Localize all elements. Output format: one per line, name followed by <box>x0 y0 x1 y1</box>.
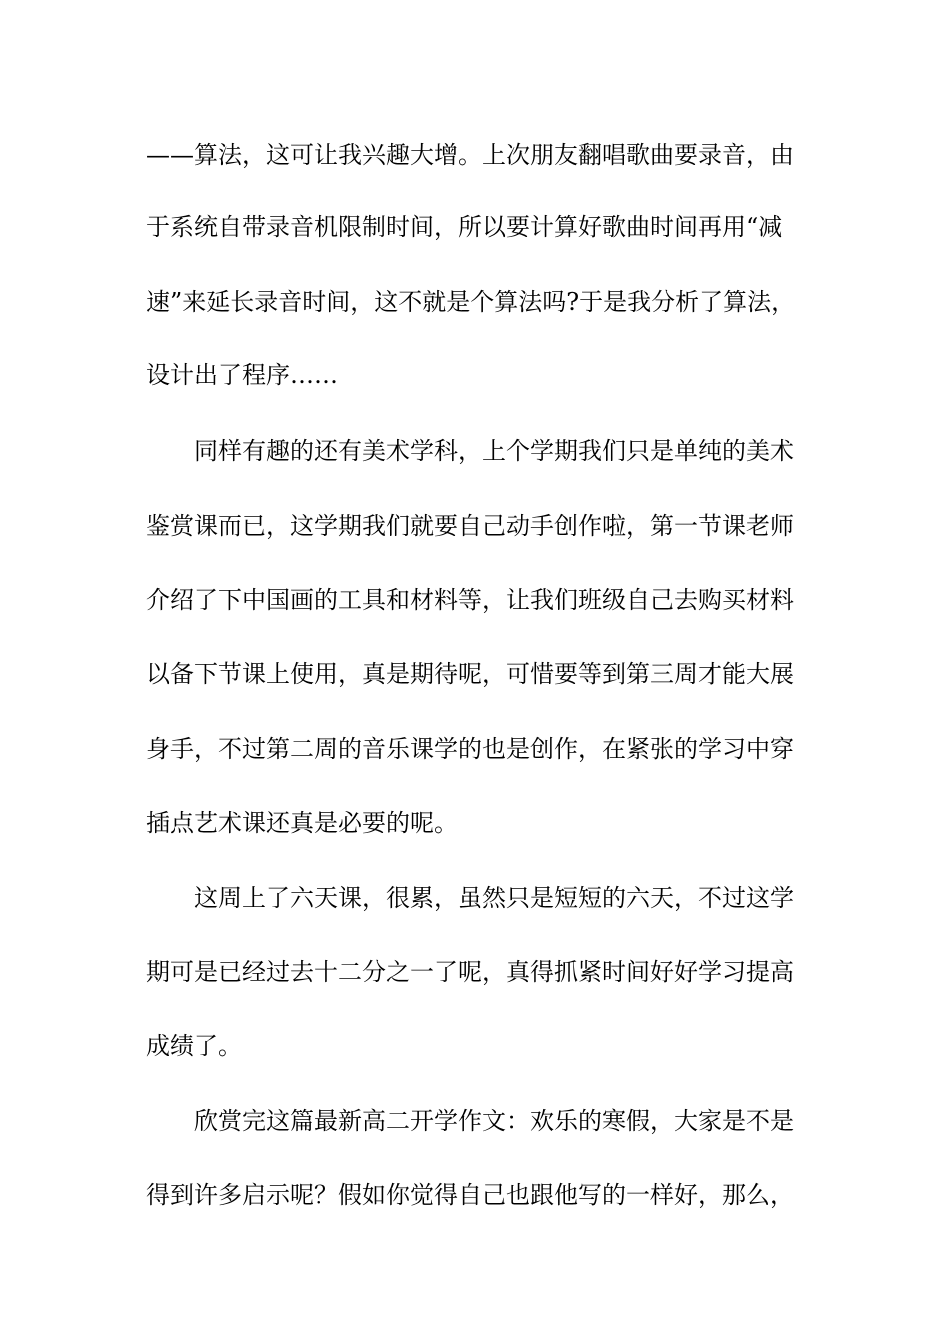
paragraph-line: 成绩了。 <box>146 1032 242 1060</box>
paragraph-line: 于系统自带录音机限制时间，所以要计算好歌曲时间再用“减 <box>146 213 783 241</box>
paragraph-line: 欣赏完这篇最新高二开学作文：欢乐的寒假，大家是不是 <box>194 1107 794 1135</box>
paragraph-line: 设计出了程序…… <box>146 361 338 389</box>
paragraph-line: ——算法，这可让我兴趣大增。上次朋友翻唱歌曲要录音，由 <box>146 141 794 169</box>
paragraph-line: 鉴赏课而已，这学期我们就要自己动手创作啦，第一节课老师 <box>146 512 794 540</box>
paragraph-line: 这周上了六天课，很累，虽然只是短短的六天，不过这学 <box>194 884 794 912</box>
paragraph-line: 同样有趣的还有美术学科，上个学期我们只是单纯的美术 <box>194 437 794 465</box>
paragraph-line: 得到许多启示呢？假如你觉得自己也跟他写的一样好，那么， <box>146 1181 794 1209</box>
paragraph-line: 期可是已经过去十二分之一了呢，真得抓紧时间好好学习提高 <box>146 958 794 986</box>
paragraph-line: 身手，不过第二周的音乐课学的也是创作，在紧张的学习中穿 <box>146 735 794 763</box>
paragraph-line: 介绍了下中国画的工具和材料等，让我们班级自己去购买材料 <box>146 586 794 614</box>
paragraph-line: 插点艺术课还真是必要的呢。 <box>146 809 458 837</box>
paragraph-line: 以备下节课上使用，真是期待呢，可惜要等到第三周才能大展 <box>146 660 794 688</box>
paragraph-line: 速”来延长录音时间，这不就是个算法吗?于是我分析了算法， <box>146 288 796 316</box>
